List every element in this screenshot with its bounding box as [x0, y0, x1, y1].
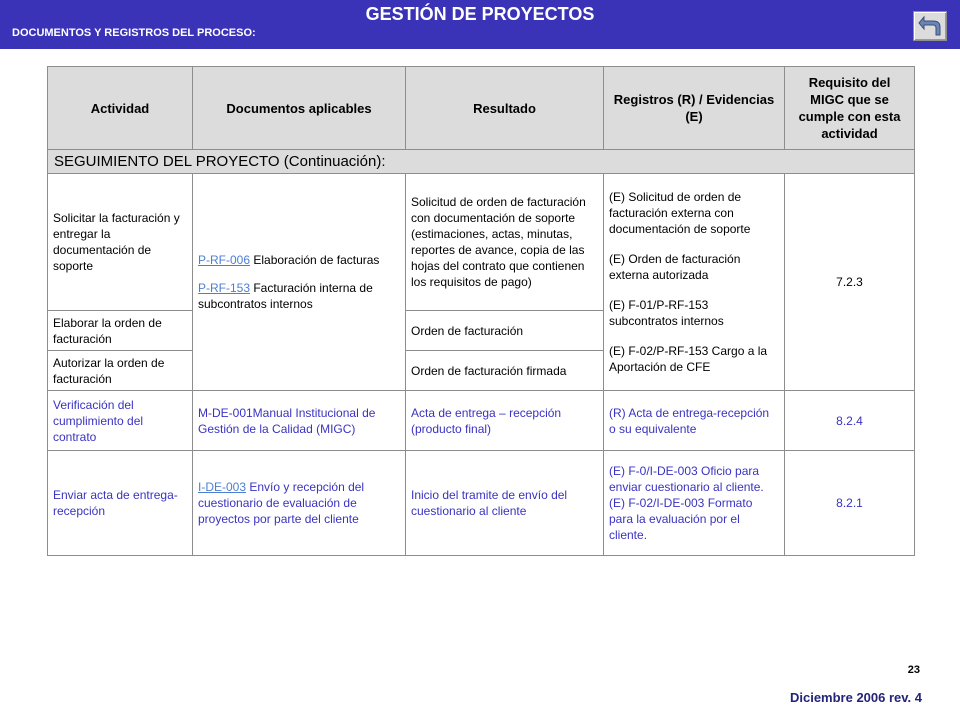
cell-documentos [193, 174, 406, 391]
section-row [48, 150, 915, 174]
section-title: SEGUIMIENTO DEL PROYECTO (Continuación): [48, 150, 915, 174]
cell-actividad: Verificación del cumplimiento del contrato [48, 391, 193, 451]
footer-date: Diciembre 2006 rev. 4 [789, 690, 922, 705]
cell-requisito: 7.2.3 [785, 174, 915, 391]
table-row [48, 391, 915, 451]
cell-documentos [193, 451, 406, 556]
doc-link-i-de-003[interactable]: I-DE-003 [198, 480, 247, 494]
cell-resultado: Inicio del tramite de envío del cuestionario al cliente [406, 451, 604, 556]
cell-requisito: 8.2.1 [785, 451, 915, 556]
cell-resultado: Solicitud de orden de facturación con documentación de soporte (estimaciones, actas, minutas, reportes de avance, copia de las hojas del contrato que contienen los requisitos de pago) [406, 174, 604, 311]
cell-actividad: Enviar acta de entrega-recepción [48, 451, 193, 556]
doc-text: Facturación interna de subcontratos internos [198, 281, 373, 311]
table-row [48, 451, 915, 556]
page-number: 23 [907, 664, 920, 676]
cell-registros: (R) Acta de entrega-recepción o su equivalente [604, 391, 785, 451]
table-header-row [48, 67, 915, 150]
page-subtitle: DOCUMENTOS Y REGISTROS DEL PROCESO: [12, 27, 256, 39]
registro-item: (E) F-0/I-DE-003 Oficio para enviar cuestionario al cliente. [609, 464, 764, 494]
doc-text: Envío y recepción del cuestionario de evaluación de proyectos por parte del cliente [198, 480, 365, 526]
cell-registros [604, 451, 785, 556]
doc-text: Elaboración de facturas [250, 253, 380, 267]
cell-documentos: M-DE-001Manual Institucional de Gestión de la Calidad (MIGC) [193, 391, 406, 451]
header-bar [0, 0, 960, 49]
back-button[interactable] [913, 11, 947, 41]
cell-actividad: Autorizar la orden de facturación [48, 351, 193, 391]
cell-actividad: Elaborar la orden de facturación [48, 311, 193, 351]
registro-item: (E) Solicitud de orden de facturación externa con documentación de soporte [609, 190, 751, 236]
cell-requisito: 8.2.4 [785, 391, 915, 451]
doc-link-p-rf-006[interactable]: P-RF-006 [198, 253, 251, 267]
cell-resultado: Orden de facturación firmada [406, 351, 604, 391]
col-header-actividad: Actividad [48, 67, 193, 150]
registro-item: (E) F-02/I-DE-003 Formato para la evaluación por el cliente. [609, 496, 753, 542]
cell-registros [604, 174, 785, 391]
registro-item: (E) F-01/P-RF-153 subcontratos internos [609, 298, 724, 328]
col-header-requisito: Requisito del MIGC que se cumple con esta actividad [785, 67, 915, 150]
table-row [48, 174, 915, 311]
doc-link-p-rf-153[interactable]: P-RF-153 [198, 281, 251, 295]
page-title: GESTIÓN DE PROYECTOS [365, 4, 595, 24]
registro-item: (E) Orden de facturación externa autorizada [609, 252, 741, 282]
cell-resultado: Acta de entrega – recepción (producto final) [406, 391, 604, 451]
registro-item: (E) F-02/P-RF-153 Cargo a la Aportación de CFE [609, 344, 768, 374]
col-header-documentos: Documentos aplicables [193, 67, 406, 150]
col-header-resultado: Resultado [406, 67, 604, 150]
cell-actividad: Solicitar la facturación y entregar la documentación de soporte [48, 174, 193, 311]
col-header-registros: Registros (R) / Evidencias (E) [604, 67, 785, 150]
process-table [47, 66, 915, 556]
u-turn-back-icon [917, 14, 943, 38]
cell-resultado: Orden de facturación [406, 311, 604, 351]
